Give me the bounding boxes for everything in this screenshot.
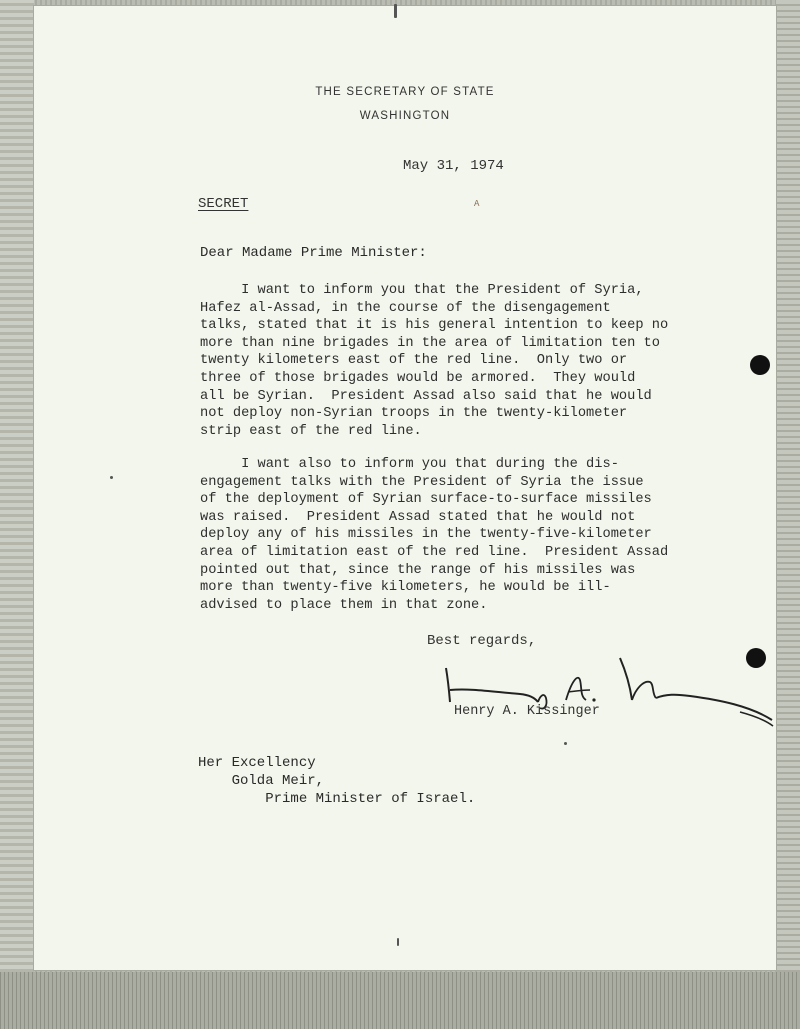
paragraph-line: was raised. President Assad stated that he would not (200, 509, 636, 525)
stray-mark: A (474, 199, 480, 209)
paragraph-line: strip east of the red line. (200, 423, 422, 439)
paragraph-line: not deploy non-Syrian troops in the twenty-kilometer (200, 406, 628, 422)
paragraph-line: more than nine brigades in the area of limitation ten to (200, 335, 660, 351)
punch-hole-top (750, 355, 770, 375)
body-paragraph-1 (200, 282, 669, 440)
paragraph-line: all be Syrian. President Assad also said that he would (200, 388, 652, 404)
paragraph-line: Hafez al-Assad, in the course of the disengagement (200, 300, 611, 316)
paper-speck (564, 742, 567, 745)
addressee-line: Prime Minister of Israel. (198, 790, 476, 807)
paper-speck (394, 4, 397, 18)
paragraph-line: pointed out that, since the range of his missiles was (200, 562, 636, 578)
addressee-block (198, 755, 475, 808)
paragraph-line: more than twenty-five kilometers, he would be ill- (200, 580, 611, 596)
salutation: Dear Madame Prime Minister: (200, 245, 427, 261)
scan-right-edge (776, 0, 800, 972)
signer-name: Henry A. Kissinger (454, 704, 600, 719)
closing: Best regards, (427, 633, 537, 649)
paragraph-line: twenty kilometers east of the red line. Only two or (200, 353, 628, 369)
paragraph-line: of the deployment of Syrian surface-to-surface missiles (200, 492, 652, 508)
paragraph-line: advised to place them in that zone. (200, 597, 488, 613)
paragraph-line: talks, stated that it is his general intention to keep no (200, 318, 669, 334)
scan-left-edge (0, 0, 34, 972)
paragraph-line: I want to inform you that the President of Syria, (200, 283, 644, 298)
letter-date: May 31, 1974 (403, 158, 504, 174)
paper-speck (110, 476, 113, 479)
paragraph-line: area of limitation east of the red line. President Assad (200, 544, 669, 560)
letterhead-title: THE SECRETARY OF STATE (315, 86, 495, 98)
letterhead-city: WASHINGTON (359, 110, 451, 122)
addressee-line: Her Excellency (198, 755, 316, 771)
addressee-line: Golda Meir, (198, 772, 325, 789)
paragraph-line: three of those brigades would be armored. They would (200, 370, 636, 386)
paragraph-line: engagement talks with the President of Syria the issue (200, 474, 644, 490)
paragraph-line: I want also to inform you that during the dis- (200, 457, 619, 472)
classification-marking: SECRET (198, 196, 249, 212)
body-paragraph-2 (200, 456, 669, 614)
paragraph-line: deploy any of his missiles in the twenty-five-kilometer (200, 527, 652, 543)
handwritten-signature (440, 650, 780, 740)
paper-speck (397, 938, 399, 946)
scan-bottom-edge (0, 972, 800, 1029)
